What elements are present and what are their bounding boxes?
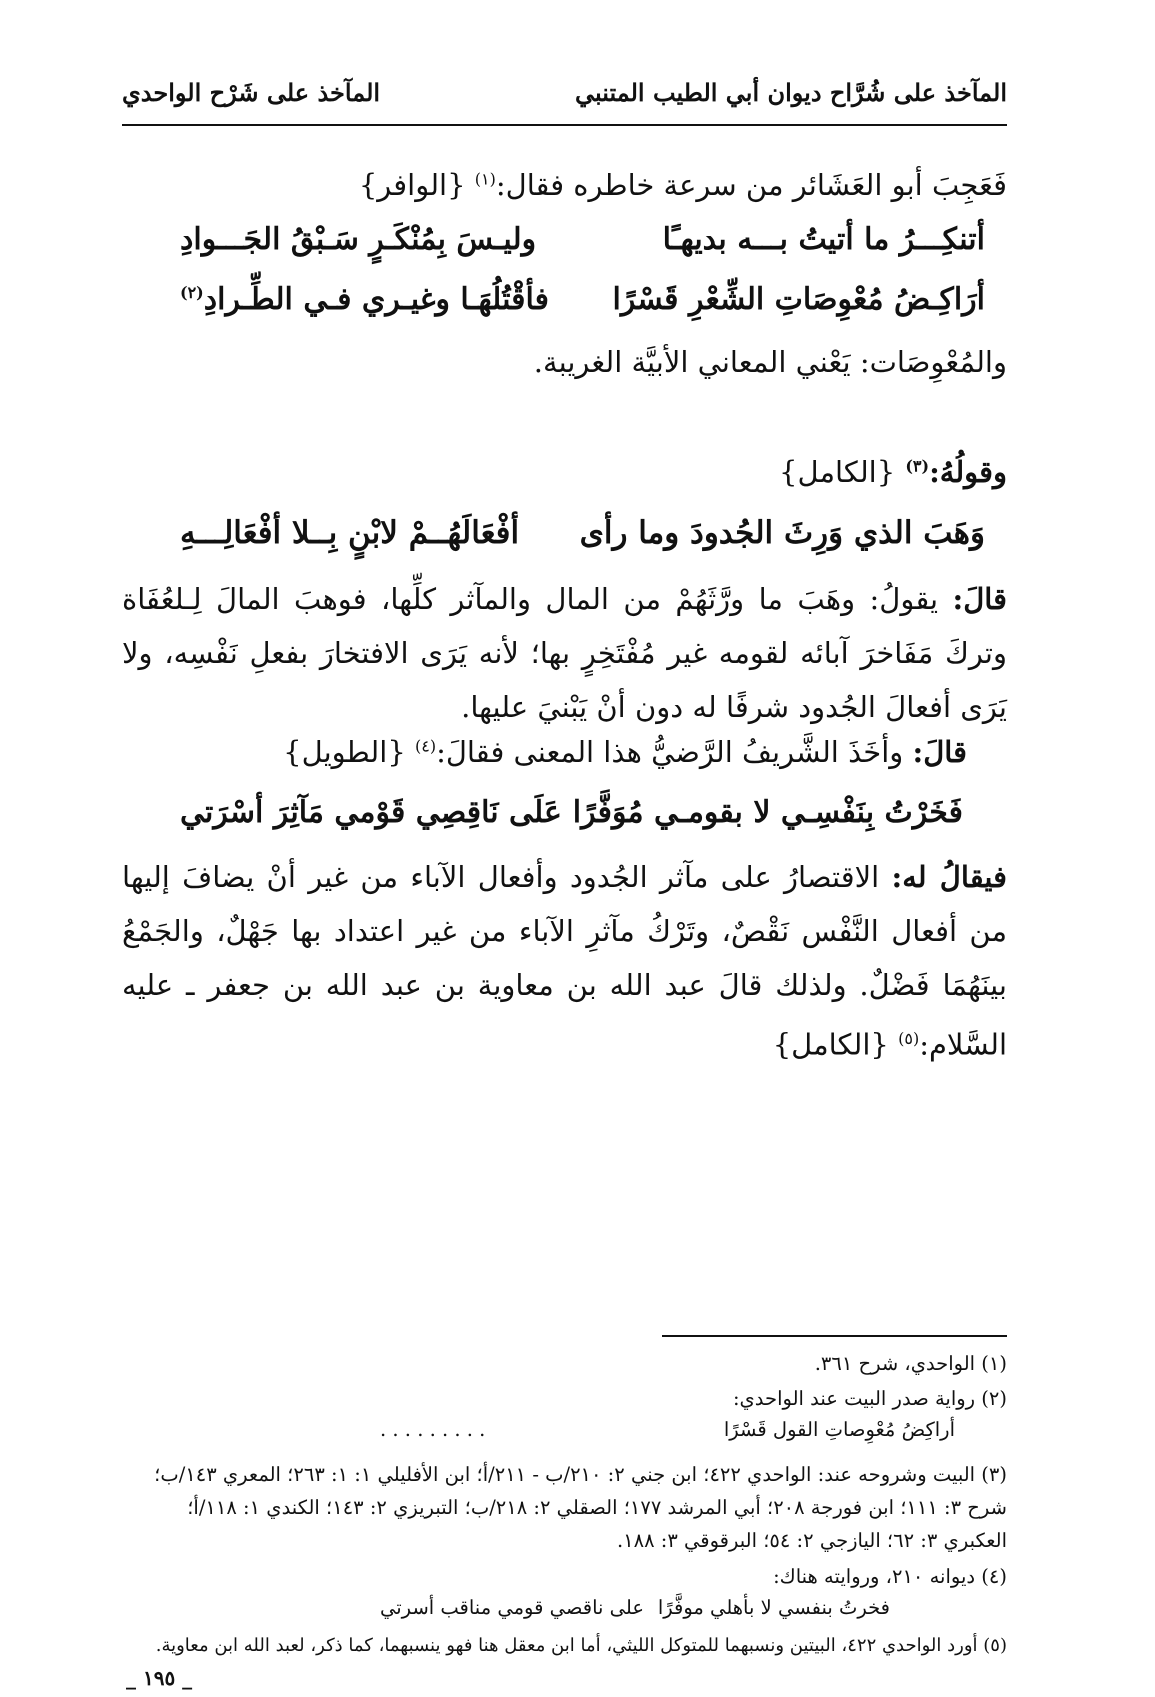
note-ref-1: (١) xyxy=(474,169,496,189)
verse-1-second-hemistich: وليـسَ بِمُنْكَـرٍ سَـبْقُ الجَـــوادِ xyxy=(180,222,537,257)
verse-4 xyxy=(180,795,985,845)
meter-label: {الوافر} xyxy=(358,168,466,202)
verse-3-first-hemistich: وَهَبَ الذي وَرِثَ الجُدودَ وما رأى xyxy=(579,515,985,551)
footnote-2-ellipsis: . . . . . . . . . xyxy=(380,1418,486,1441)
footnote-2: (٢) رواية صدر البيت عند الواحدي: xyxy=(732,1387,1007,1410)
footnote-3: (٣) البيت وشروحه عند: الواحدي ٤٢٢؛ ابن جني ٢: ٢١٠/ب - ٢١١/أ؛ ابن الأفليلي ١: ١: ٢٦٣؛ المعري ١٤٣/ب؛ شرح ٣: ١١١؛ ابن فورجة ٢٠٨؛ أبي المرشد ١٧٧؛ الصقلي ٢: ٢١٨/ب؛ التبريزي ٢: ١٤٣؛ الكندي ١: ١١٨/أ؛ العكبري ٣: ٦٢؛ اليازجي ٢: ٥٤؛ البرقوقي ٣: ١٨٨. xyxy=(154,1463,1007,1552)
note-ref-3: (٣) xyxy=(905,456,930,476)
footnote-4-second-hemistich: على ناقصي قومي مناقب أسرتي xyxy=(380,1596,645,1619)
verse-2-second-hemistich: فأقْتُلُهَـا وغيـري فـي الطِّـرادِ$^{(٢)}$ xyxy=(180,282,549,317)
footnote-5: (٥) أورد الواحدي ٤٢٢، البيتين ونسبهما للمتوكل الليثي، أما ابن معقل هنا فهو ينسبهما، كما ذكر، لعبد الله ابن معاوية. xyxy=(155,1635,1007,1656)
header-rule xyxy=(122,124,1007,126)
verse-3-second-hemistich: أفْعَالَهُــمْ لابْنٍ بِــلا أفْعَالِـــهِ xyxy=(180,515,520,551)
gloss-text: والمُعْوِصَات: يَعْني المعاني الأبيَّة الغريبة. xyxy=(533,345,1007,379)
meter-label-2: {الكامل} xyxy=(779,455,896,489)
meter-label-3: {الطويل} xyxy=(283,735,406,769)
intro-text: فَعَجِبَ أبو العَشَائر من سرعة خاطره فقال: xyxy=(495,168,1007,202)
reply-text: الاقتصارُ على مآثر الجُدود وأفعال الآباء من غير أنْ يضافَ إليها من أفعال النَّفْس نَقْصٌ، وتَرْكُ مآثرِ الآباء من غير اعتداد بها جَهْلٌ، والجَمْعُ بينَهُمَا فَضْلٌ. ولذلك قالَ عبد الله بن معاوية بن عبد الله بن جعفر ـ عليه السَّلام: xyxy=(122,860,1007,1062)
quote-lead: قالَ: xyxy=(912,735,967,769)
verse-1 xyxy=(180,222,985,272)
note-ref-2: (٢) xyxy=(180,283,204,302)
footnote-4: (٤) ديوانه ٢١٠، وروايته هناك: xyxy=(773,1565,1007,1588)
meter-label-4: {الكامل} xyxy=(772,1027,889,1062)
verse-2-first-hemistich: أرَاكِـضُ مُعْوِصَاتِ الشِّعْرِ قَسْرًا xyxy=(612,282,985,317)
intro-line-1 xyxy=(122,168,1007,202)
verse-3 xyxy=(180,515,985,565)
header-chapter-title: المآخذ على شَرْح الواحدي xyxy=(122,78,381,107)
quote-line xyxy=(122,735,1007,769)
page-number: _ ١٩٥ _ xyxy=(126,1666,193,1690)
running-header xyxy=(122,78,1007,118)
reply-lead: فيقالُ له: xyxy=(891,860,1007,894)
verse-4-first-hemistich: فَخَرْتُ بِنَفْسِـي لا بقومـي مُوَفَّرًا xyxy=(572,795,963,830)
note-ref-4: (٤) xyxy=(415,736,437,756)
commentary-paragraph xyxy=(122,572,1007,734)
intro-2-lead: وقولُهُ: xyxy=(929,455,1007,489)
reply-paragraph xyxy=(122,850,1007,1072)
footnote-2-verse: أراكِضُ مُعْوِصاتِ القول قَسْرًا xyxy=(723,1418,955,1441)
verse-4-second-hemistich: عَلَى نَاقِصِي قَوْمي مَآثِرَ أسْرَتي xyxy=(180,795,562,830)
note-ref-5: (٥) xyxy=(898,1029,920,1048)
intro-line-2 xyxy=(122,455,1007,489)
header-book-title: المآخذ على شُرَّاح ديوان أبي الطيب المتنبي xyxy=(575,78,1007,107)
quote-text: وأخَذَ الشَّريفُ الرَّضيُّ هذا المعنى فقالَ: xyxy=(436,735,904,769)
footnote-4-first-hemistich: فخرتُ بنفسي لا بأهلي موفَّرًا xyxy=(657,1596,890,1619)
commentary-text: يقولُ: وهَبَ ما ورَّثَهُمْ من المال والمآثر كلِّها، فوهبَ المالَ لِـلعُفَاة وتركَ مَفَاخرَ آبائه لقومه غير مُفْتَخِرٍ بها؛ لأنه يَرَى الافتخارَ بفعلِ نَفْسِه، ولا يَرَى أفعالَ الجُدود شرفًا له دون أنْ يَبْنيَ عليها. xyxy=(122,582,1007,724)
footnote-1: (١) الواحدي، شرح ٣٦١. xyxy=(814,1352,1007,1375)
gloss-line xyxy=(122,345,1007,379)
verse-1-first-hemistich: أتنكِـــرُ ما أتيتُ بـــه بديهـًا xyxy=(662,222,985,257)
verse-2 xyxy=(180,282,985,332)
footnote-rule xyxy=(662,1335,1007,1337)
commentary-lead: قالَ: xyxy=(952,582,1008,616)
